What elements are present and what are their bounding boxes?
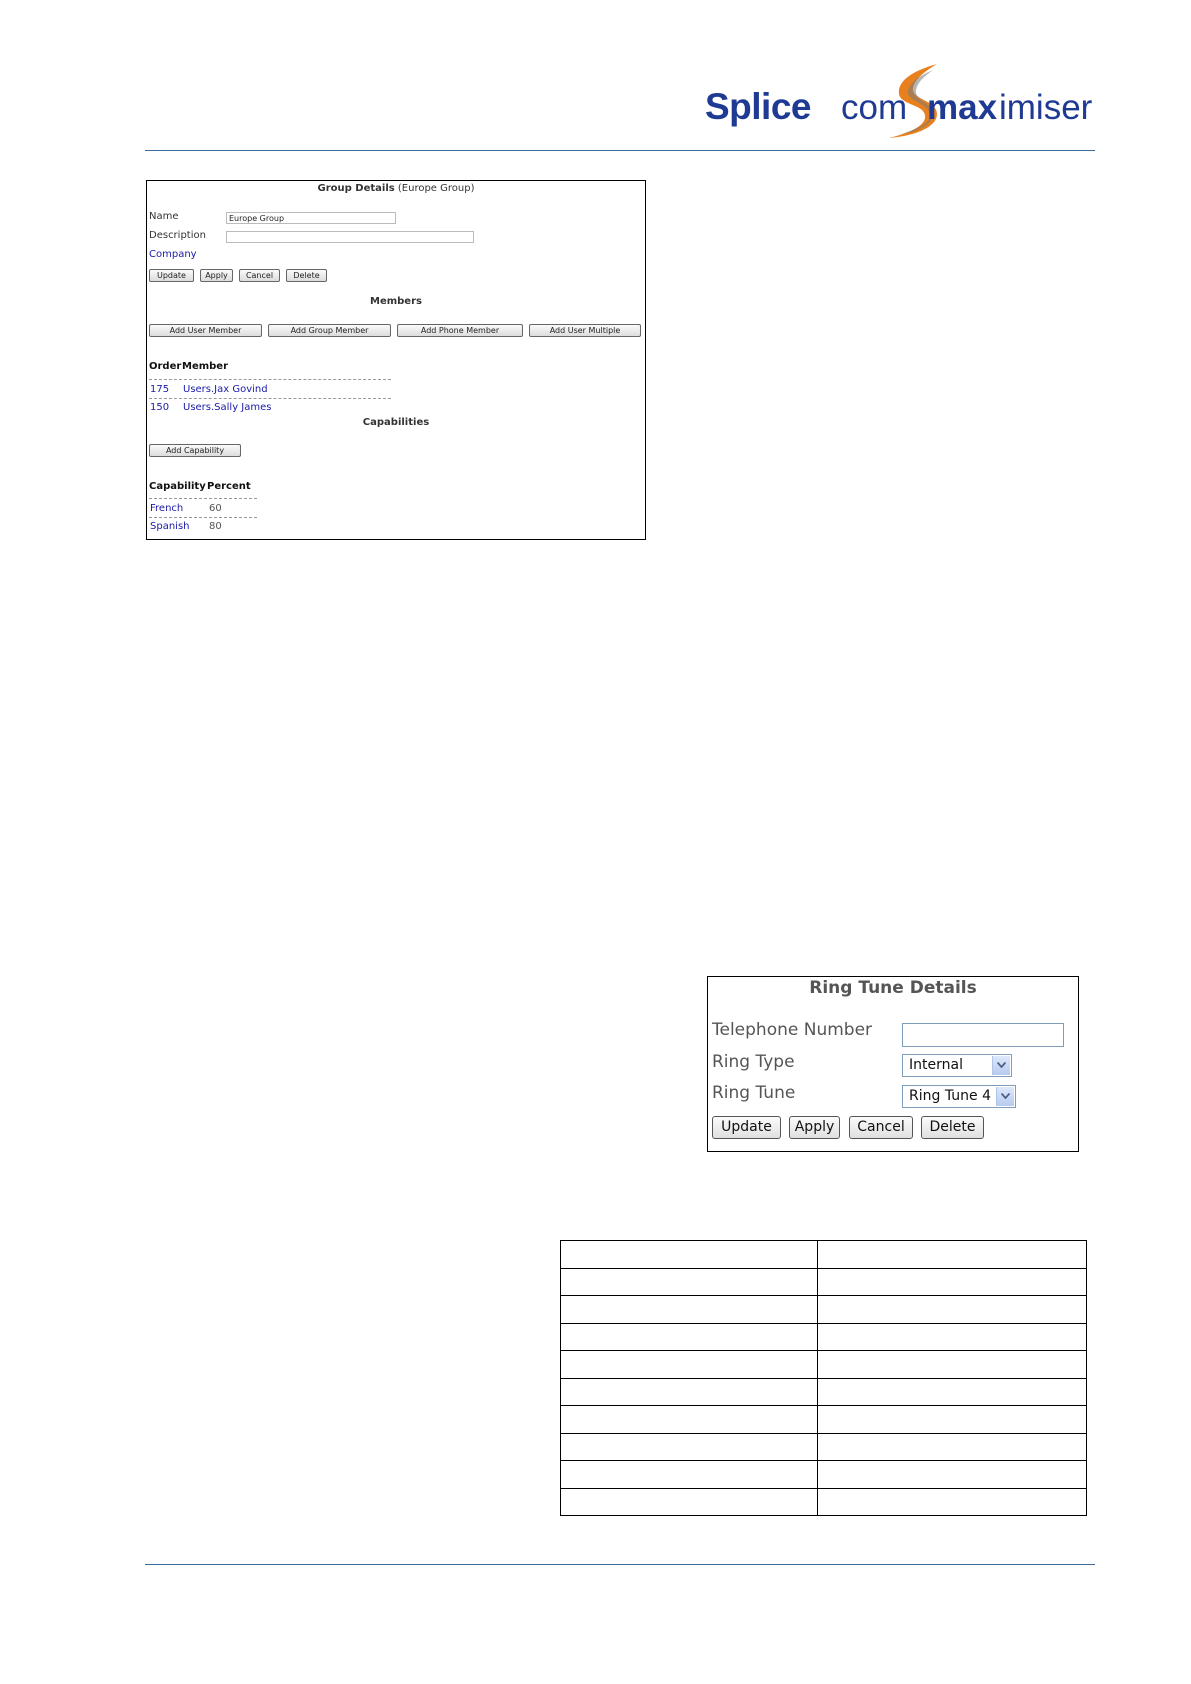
- company-link[interactable]: Company: [149, 249, 197, 260]
- ring-tune-title: Ring Tune Details: [809, 978, 977, 998]
- description-field[interactable]: [226, 231, 474, 243]
- apply-button[interactable]: Apply: [200, 269, 233, 282]
- capabilities-divider: [149, 498, 257, 499]
- ring-type-label: Ring Type: [712, 1052, 795, 1072]
- table-row: [561, 1268, 1087, 1296]
- table-cell: [561, 1461, 818, 1489]
- cancel-button[interactable]: Cancel: [239, 269, 280, 282]
- update-button[interactable]: Update: [149, 269, 194, 282]
- members-divider: [149, 379, 391, 380]
- capability-row-2-percent: 80: [209, 521, 222, 532]
- description-label: Description: [149, 230, 206, 241]
- table-cell: [818, 1241, 1087, 1269]
- table-cell: [818, 1378, 1087, 1406]
- footer-rule: [145, 1564, 1095, 1565]
- logo-com-text: com: [841, 88, 908, 127]
- capability-row-1-percent: 60: [209, 503, 222, 514]
- ring-tune-apply-button[interactable]: Apply: [789, 1116, 840, 1139]
- capabilities-heading: Capabilities: [362, 417, 430, 428]
- table-cell: [561, 1296, 818, 1324]
- group-details-panel: [146, 180, 646, 540]
- add-user-member-button[interactable]: Add User Member: [149, 324, 262, 337]
- capabilities-col-capability: Capability: [149, 481, 206, 492]
- ring-tune-value: Ring Tune 4: [909, 1088, 991, 1104]
- table-cell: [561, 1433, 818, 1461]
- table-cell: [561, 1488, 818, 1516]
- members-divider: [149, 398, 391, 399]
- table-row: [561, 1378, 1087, 1406]
- table-cell: [561, 1241, 818, 1269]
- table-cell: [818, 1323, 1087, 1351]
- table-row: [561, 1433, 1087, 1461]
- member-row-1-order: 175: [150, 384, 170, 395]
- ring-tune-cancel-button[interactable]: Cancel: [849, 1116, 913, 1139]
- table-cell: [561, 1406, 818, 1434]
- members-heading: Members: [370, 296, 422, 307]
- group-details-title: [147, 183, 645, 194]
- members-col-member: Member: [182, 361, 229, 372]
- table-cell: [818, 1461, 1087, 1489]
- capabilities-col-percent: Percent: [207, 481, 251, 492]
- member-row-1-name[interactable]: Users.Jax Govind: [183, 384, 268, 395]
- empty-table: [560, 1240, 1087, 1516]
- name-label: Name: [149, 211, 179, 222]
- table-row: [561, 1323, 1087, 1351]
- table-row: [561, 1241, 1087, 1269]
- capability-row-1-name[interactable]: French: [150, 503, 184, 514]
- table-cell: [818, 1406, 1087, 1434]
- ring-tune-update-button[interactable]: Update: [712, 1116, 781, 1139]
- chevron-down-icon[interactable]: [992, 1056, 1010, 1075]
- table-row: [561, 1488, 1087, 1516]
- table-cell: [561, 1323, 818, 1351]
- table-cell: [561, 1268, 818, 1296]
- table-cell: [561, 1378, 818, 1406]
- capability-row-2-name[interactable]: Spanish: [150, 521, 190, 532]
- table-row: [561, 1461, 1087, 1489]
- chevron-down-icon[interactable]: [996, 1087, 1014, 1106]
- ring-tune-select[interactable]: [902, 1085, 1016, 1108]
- delete-button[interactable]: Delete: [286, 269, 327, 282]
- members-col-order: Order: [149, 361, 182, 372]
- ring-tune-details-panel: [707, 976, 1079, 1152]
- table-cell: [818, 1296, 1087, 1324]
- header-rule: [145, 150, 1095, 151]
- ring-tune-label: Ring Tune: [712, 1083, 796, 1103]
- table-cell: [818, 1268, 1087, 1296]
- ring-type-select[interactable]: [902, 1054, 1012, 1077]
- ring-tune-delete-button[interactable]: Delete: [921, 1116, 984, 1139]
- table-row: [561, 1406, 1087, 1434]
- add-capability-button[interactable]: Add Capability: [149, 444, 241, 457]
- member-row-2-name[interactable]: Users.Sally James: [183, 402, 272, 413]
- add-user-multiple-button[interactable]: Add User Multiple: [529, 324, 641, 337]
- add-group-member-button[interactable]: Add Group Member: [268, 324, 391, 337]
- group-details-title-group: (Europe Group): [397, 183, 475, 194]
- telephone-number-label: Telephone Number: [712, 1020, 873, 1040]
- name-field[interactable]: Europe Group: [226, 212, 396, 224]
- table-cell: [561, 1351, 818, 1379]
- table-row: [561, 1296, 1087, 1324]
- telephone-number-field[interactable]: [902, 1023, 1064, 1047]
- logo-splice-text: Splice: [705, 86, 811, 127]
- table-cell: [818, 1351, 1087, 1379]
- table-cell: [818, 1433, 1087, 1461]
- table-cell: [818, 1488, 1087, 1516]
- ring-type-value: Internal: [909, 1057, 963, 1073]
- group-details-title-bold: Group Details: [317, 183, 395, 194]
- capabilities-divider: [149, 517, 257, 518]
- table-row: [561, 1351, 1087, 1379]
- logo-imiser-text: imiser: [999, 88, 1093, 127]
- splicecom-maximiser-logo: [705, 60, 1095, 145]
- logo-max-text: max: [927, 88, 998, 127]
- member-row-2-order: 150: [150, 402, 170, 413]
- add-phone-member-button[interactable]: Add Phone Member: [397, 324, 523, 337]
